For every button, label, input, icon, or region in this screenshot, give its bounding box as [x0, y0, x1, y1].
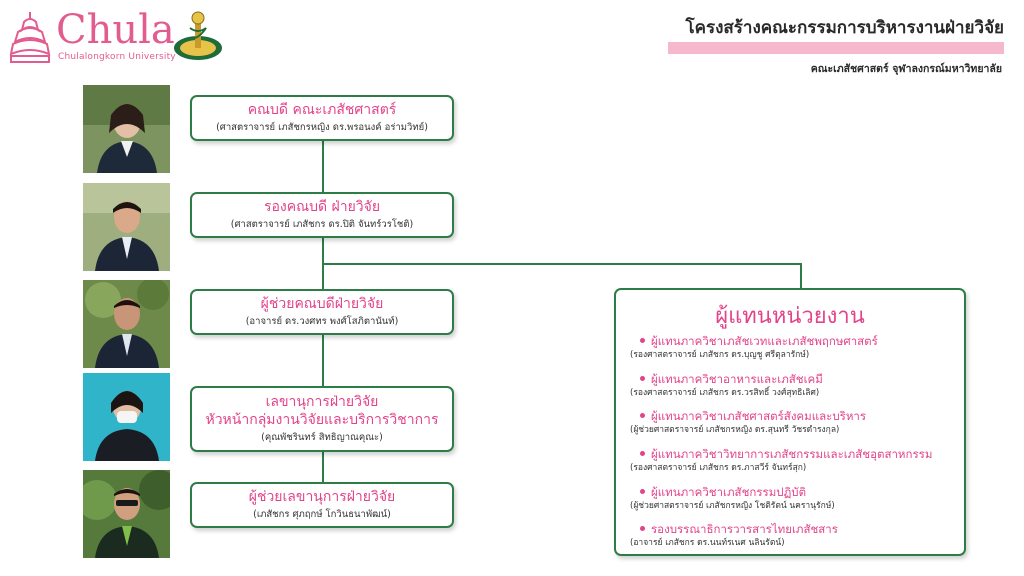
representative-person: (ผู้ช่วยศาสตราจารย์ เภสัชกรหญิง โชติรัตน์ นครานุรักษ์) — [630, 501, 835, 511]
position-title-secondary: หัวหน้ากลุ่มงานวิจัยและบริการวิชาการ — [205, 412, 439, 428]
representative-item — [626, 372, 958, 399]
bullet-icon — [640, 526, 645, 531]
position-box-assistant-dean — [190, 289, 454, 335]
position-holder: (อาจารย์ ดร.วงศทร พงศ์โสภิตานันท์) — [245, 316, 399, 327]
representative-item — [626, 334, 958, 361]
representative-unit: ผู้แทนภาควิชาวิทยาการเภสัชกรรมและเภสัชอุตสาหกรรม — [651, 447, 933, 461]
position-title: เลขานุการฝ่ายวิจัย — [265, 394, 379, 410]
representative-person: (รองศาสตราจารย์ เภสัชกร ดร.ภาสวีร์ จันทร์สุก) — [630, 463, 807, 473]
position-box-vice-dean — [190, 192, 454, 238]
faculty-emblem-icon — [170, 8, 226, 64]
position-title: รองคณบดี ฝ่ายวิจัย — [263, 199, 381, 215]
representative-person: (ผู้ช่วยศาสตราจารย์ เภสัชกรหญิง ดร.สุนทรี วัชรดำรงกุล) — [630, 425, 840, 435]
position-holder: (เภสัชกร ศุภฤกษ์ โกวินธนาพัฒน์) — [253, 509, 391, 520]
representative-person: (อาจารย์ เภสัชกร ดร.นนท์รเนศ นลินรัตน์) — [630, 538, 785, 548]
title-underline-bar — [668, 42, 1004, 54]
representative-unit: ผู้แทนภาควิชาเภสัชศาสตร์สังคมและบริหาร — [651, 409, 867, 423]
representative-unit: ผู้แทนภาควิชาเภสัชเวทและเภสัชพฤกษศาสตร์ — [651, 334, 878, 348]
bullet-icon — [640, 338, 645, 343]
position-title: คณบดี คณะเภสัชศาสตร์ — [247, 102, 397, 118]
portrait-photo — [83, 183, 170, 271]
portrait-photo — [83, 85, 170, 173]
bullet-icon — [640, 489, 645, 494]
representative-unit: ผู้แทนภาควิชาเภสัชกรรมปฏิบัติ — [651, 485, 807, 499]
representatives-panel — [614, 288, 966, 556]
position-title: ผู้ช่วยเลขานุการฝ่ายวิจัย — [248, 489, 396, 505]
position-box-secretary — [190, 386, 454, 452]
representative-item — [626, 522, 958, 549]
representatives-title: ผู้แทนหน่วยงาน — [715, 304, 865, 329]
bullet-icon — [640, 376, 645, 381]
position-holder: (คุณพัชรินทร์ สิทธิญาณคุณะ) — [261, 432, 383, 443]
representative-item — [626, 485, 958, 512]
page-title: โครงสร้างคณะกรรมการบริหารงานฝ่ายวิจัย — [685, 18, 1004, 38]
position-holder: (ศาสตราจารย์ เภสัชกรหญิง ดร.พรอนงค์ อร่ามวิทย์) — [216, 122, 428, 133]
connector-line — [800, 263, 802, 289]
representative-item — [626, 409, 958, 436]
position-holder: (ศาสตราจารย์ เภสัชกร ดร.ปิติ จันทร์วรโชติ) — [230, 219, 414, 230]
chula-wordmark: Chula — [56, 7, 175, 53]
position-box-assistant-secretary — [190, 482, 454, 528]
page-subtitle: คณะเภสัชศาสตร์ จุฬาลงกรณ์มหาวิทยาลัย — [810, 63, 1002, 75]
portrait-photo — [83, 373, 170, 461]
representative-person: (รองศาสตราจารย์ เภสัชกร ดร.วรสิทธิ์ วงศ์สุทธิเลิศ) — [630, 388, 820, 398]
connector-line — [322, 263, 802, 265]
bullet-icon — [640, 451, 645, 456]
bullet-icon — [640, 413, 645, 418]
portrait-photo — [83, 280, 170, 368]
representative-unit: รองบรรณาธิการวารสารไทยเภสัชสาร — [651, 522, 838, 536]
position-title: ผู้ช่วยคณบดีฝ่ายวิจัย — [260, 296, 384, 312]
university-name: Chulalongkorn University — [58, 52, 176, 62]
chula-logo-icon — [8, 10, 52, 66]
representative-item — [626, 447, 958, 474]
representative-unit: ผู้แทนภาควิชาอาหารและเภสัชเคมี — [651, 372, 823, 386]
portrait-photo — [83, 470, 170, 558]
representative-person: (รองศาสตราจารย์ เภสัชกร ดร.บุญชู ศรีตุลารักษ์) — [630, 350, 810, 360]
position-box-dean — [190, 95, 454, 141]
